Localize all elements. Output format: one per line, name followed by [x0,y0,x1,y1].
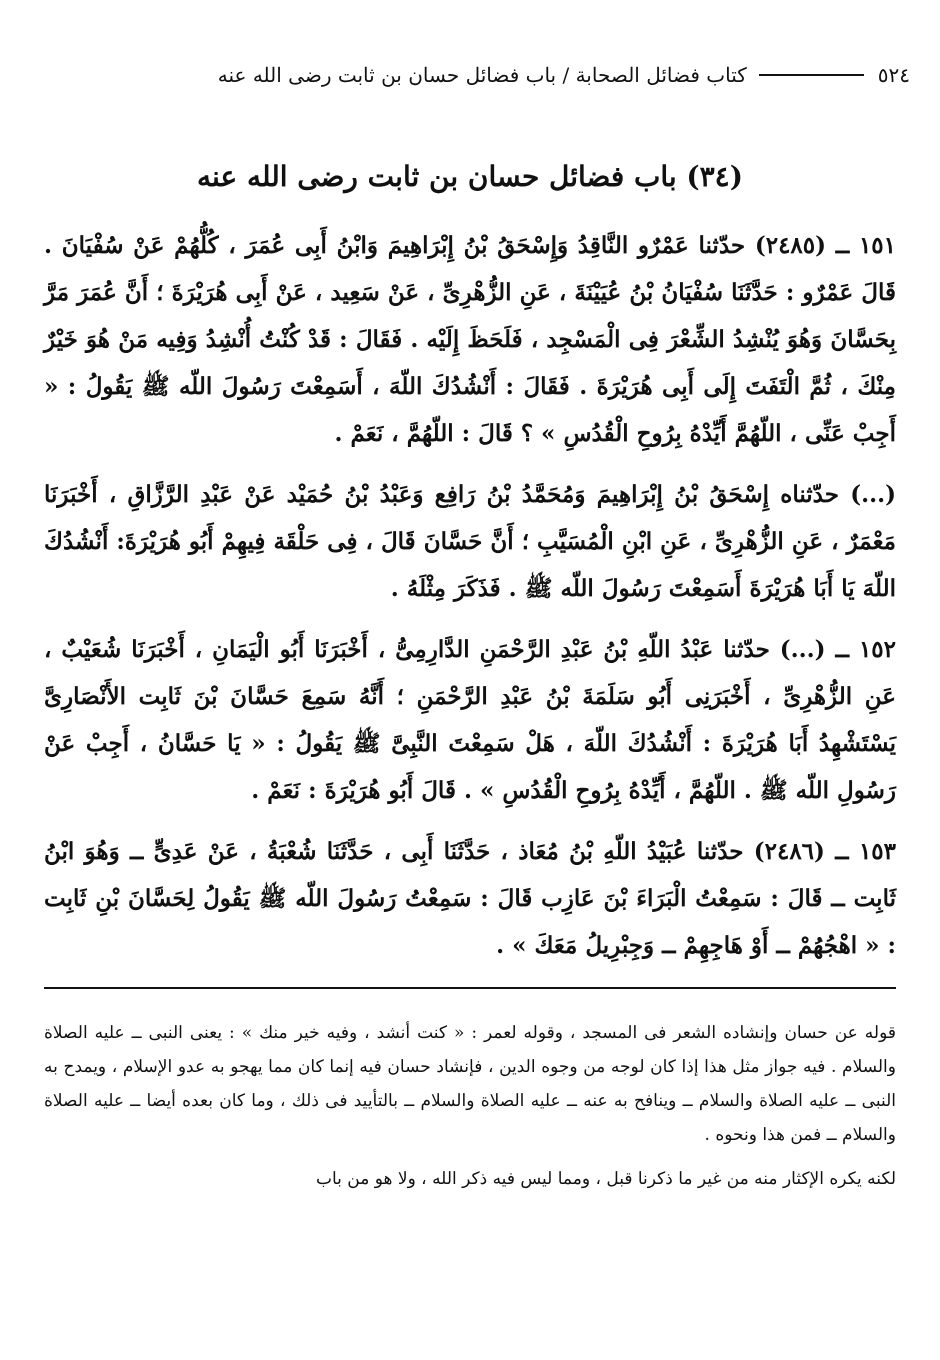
running-header [30,60,910,90]
hadith-paragraph: ١٥١ ــ (٢٤٨٥) حدّثنا عَمْرٌو النَّاقِدُ وَإِسْحَقُ بْنُ إِبْرَاهِيمَ وَابْنُ أَبِى عُمَرَ ، كُلُّهُمْ عَنْ سُفْيَانَ . قَالَ عَمْرٌو : حَدَّثَنَا سُفْيَانُ بْنُ عُيَيْنَةَ ، عَنِ الزُّهْرِىِّ ، عَنْ سَعِيد ، عَنْ أَبِى هُرَيْرَةَ ؛ أَنَّ عُمَرَ مَرَّ بِحَسَّانَ وَهُوَ يُنْشِدُ الشِّعْرَ فِى الْمَسْجِد ، فَلَحَظَ إِلَيْه . فَقَالَ : قَدْ كُنْتُ أُنْشِدُ وَفِيه مَنْ هُوَ خَيْرٌ مِنْكَ ، ثُمَّ الْتَفَتَ إِلَى أَبِى هُرَيْرَةَ . فَقَالَ : أَنْشُدُكَ اللّهَ ، أَسَمِعْتَ رَسُولَ اللّه ﷺ يَقُولُ : « أَجِبْ عَنِّى ، اللّهُمَّ أَيِّدْهُ بِرُوحِ الْقُدُسِ » ؟ قَالَ : اللّهُمَّ ، نَعَمْ . [44,232,896,447]
footnotes [44,1016,896,1206]
chapter-title: (٣٤) باب فضائل حسان بن ثابت رضى الله عنه [197,160,743,193]
footnote-divider [44,987,896,989]
header-rule [759,74,864,76]
running-title: كتاب فضائل الصحابة / باب فضائل حسان بن ثابت رضى الله عنه [217,63,747,87]
footnote-paragraph: لكنه يكره الإكثار منه من غير ما ذكرنا قبل ، ومما ليس فيه ذكر الله ، ولا هو من باب [315,1169,896,1189]
hadith-paragraph: ١٥٣ ــ (٢٤٨٦) حدّثنا عُبَيْدُ اللّهِ بْنُ مُعَاذ ، حَدَّثَنَا أَبِى ، حَدَّثَنَا شُعْبَةُ ، عَنْ عَدِىٍّ ــ وَهُوَ ابْنُ ثَابِت ــ قَالَ : سَمِعْتُ الْبَرَاءَ بْنَ عَازِب قَالَ : سَمِعْتُ رَسُولَ اللّه ﷺ يَقُولُ لِحَسَّانَ بْنِ ثَابِت : « اهْجُهُمْ ــ أَوْ هَاجِهِمْ ــ وَجِبْرِيلُ مَعَكَ » . [44,838,896,959]
footnote-paragraph: قوله عن حسان وإنشاده الشعر فى المسجد ، وقوله لعمر : « كنت أنشد ، وفيه خير منك » : يعنى النبى ــ عليه الصلاة والسلام . فيه جواز مثل هذا إذا كان لوجه من وجوه الدين ، فإنشاد حسان فيه إنما كان مما يهجو به عدو الإسلام ، ويمدح به النبى ــ عليه الصلاة والسلام ــ وينافح به عنه ــ عليه الصلاة والسلام ــ بالتأييد فى ذلك ، وما كان بعده أيضا ــ عليه الصلاة والسلام ــ فمن هذا ونحوه . [44,1023,896,1145]
hadith-paragraph: ١٥٢ ــ (...) حدّثنا عَبْدُ اللّهِ بْنُ عَبْدِ الرَّحْمَنِ الدَّارِمِىُّ ، أَخْبَرَنَا أَبُو الْيَمَانِ ، أَخْبَرَنَا شُعَيْبٌ ، عَنِ الزُّهْرِىِّ ، أَخْبَرَنِى أَبُو سَلَمَةَ بْنُ عَبْدِ الرَّحْمَنِ ؛ أَنَّهُ سَمِعَ حَسَّانَ بْنَ ثَابِت الأَنْصَارِىَّ يَسْتَشْهِدُ أَبَا هُرَيْرَةَ : أَنْشُدُكَ اللّهَ ، هَلْ سَمِعْتَ النَّبِىَّ ﷺ يَقُولُ : « يَا حَسَّانُ ، أَجِبْ عَنْ رَسُولِ اللّه ﷺ . اللّهُمَّ ، أَيِّدْهُ بِرُوحِ الْقُدُسِ » . قَالَ أَبُو هُرَيْرَةَ : نَعَمْ . [44,636,896,804]
page-number: ٥٢٤ [877,63,910,87]
hadith-paragraph: (...) حدّثناه إِسْحَقُ بْنُ إِبْرَاهِيمَ وَمُحَمَّدُ بْنُ رَافِع وَعَبْدُ بْنُ حُمَيْد عَنْ عَبْدِ الرَّزَّاقِ ، أَخْبَرَنَا مَعْمَرٌ ، عَنِ الزُّهْرِىِّ ، عَنِ ابْنِ الْمُسَيَّبِ ؛ أَنَّ حَسَّانَ قَالَ ، فِى حَلْقَة فِيهِمْ أَبُو هُرَيْرَةَ: أَنْشُدُكَ اللّهَ يَا أَبَا هُرَيْرَةَ أَسَمِعْتَ رَسُولَ اللّه ﷺ . فَذَكَرَ مِثْلَهُ . [44,481,896,602]
hadith-text [44,222,896,983]
